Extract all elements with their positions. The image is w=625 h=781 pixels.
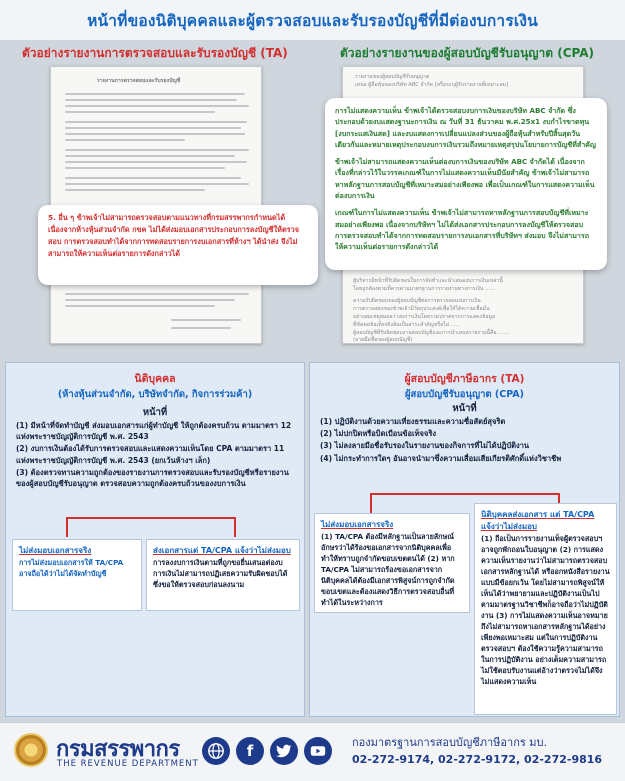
juristic-person-title: นิติบุคคล [134,373,176,385]
auditor-duties-heading: หน้าที่ [452,403,477,414]
auditor-box-documents-sent-title: นิติบุคคลส่งเอกสาร แต่ TA/CPA แจ้งว่าไม่ส่งมอบ [481,510,595,531]
auditor-panel [309,362,620,717]
juristic-box-documents-sent-body: การลงงบการเงินตามที่ถูกขอยื่นเสนอต่องบการเงินไม่สามารถปฏิเสธความรับผิดชอบได้ซึ่งขอให้ตรวจสอบก่อนลงนาม [153,558,288,589]
brand-name-english: THE REVENUE DEPARTMENT [57,759,199,769]
auditor-duty-4: (4) ไม่กระทำการใดๆ อันอาจนำมาซึ่งความเสื่อมเสียเกียรติศักดิ์แห่งวิชาชีพ [320,453,562,463]
cpa-doc-line-6: ที่ขัดต่อข้อเท็จจริงอันเป็นสาระสำคัญหรือไม่ ..... [353,322,460,328]
cpa-doc-line-1: ผู้บริหารมีหน้าที่รับผิดชอบในการจัดทำและนำเสนองบการเงินเหล่านี้ [353,278,503,284]
juristic-person-panel [5,362,305,717]
cpa-doc-line-2: โดยถูกต้องตามที่ควรตามมาตรฐานการรายงานทางการเงิน ...... [353,286,495,292]
juristic-box-documents-sent-title: ส่งเอกสารแต่ TA/CPA แจ้งว่าไม่ส่งมอบ [153,546,291,555]
juristic-box-no-documents-title: ไม่ส่งมอบเอกสารจริง [19,546,92,555]
facebook-icon[interactable]: f [236,737,264,765]
cpa-callout-paragraph-3: เกณฑ์ในการไม่แสดงความเห็น ข้าพเจ้าไม่สามารถหาหลักฐานการสอบบัญชีที่เหมาะสมอย่างเพียงพอ เนื่องจากบริษัทฯ ไม่ได้ส่งเอกสารประกอบการลงบัญชีให้ตรวจสอบ การตรวจสอบทำได้จากการทดสอบรายการงบเอกสารที่บริษัทฯ ส่งมอบ จึงไม่สามารถให้ความเห็นต่อรายการดังกล่าวได้ [335,208,590,252]
cpa-doc-line-4: การตรวจสอบของข้าพเจ้ามีวัตถุประสงค์เพื่อให้ได้ความเชื่อมั่น [353,306,490,312]
juristic-person-subtitle: (ห้างหุ้นส่วนจำกัด, บริษัทจำกัด, กิจการร่วมค้า) [57,389,253,400]
footer-department: กองมาตรฐานการสอบบัญชีภาษีอากร มบ. [352,736,548,749]
cpa-callout-paragraph-1: การไม่แสดงความเห็น ข้าพเจ้าได้ตรวจสอบงบการเงินของบริษัท ABC จำกัด ซึ่งประกอบด้วยงบแสดงฐานะการเงิน ณ วันที่ 31 ธันวาคม พ.ศ.25x1 งบกำไรขาดทุน [งบกระแสเงินสด] และงบแสดงการเปลี่ยนแปลงส่วนของผู้ถือหุ้นสำหรับปีสิ้นสุดวันเดียวกันและหมายเหตุประกอบงบการเงินรวมถึงหมายเหตุสรุปนโยบายการบัญชีที่สำคัญ [335,106,596,149]
page-title: หน้าที่ของนิติบุคคลและผู้ตรวจสอบและรับรองบัญชีที่มีต่องบการเงิน [87,11,538,30]
cpa-doc-line-3: ความรับผิดชอบของผู้สอบบัญชีต่อการตรวจสอบงบการเงิน [353,298,481,304]
cpa-example-heading: ตัวอย่างรายงานของผู้สอบบัญชีรับอนุญาต (CPA) [340,46,594,60]
auditor-box-documents-sent [474,503,617,715]
youtube-icon[interactable] [304,737,332,765]
twitter-icon[interactable] [270,737,298,765]
revenue-department-seal-logo [14,733,48,767]
juristic-duty-2: (2) งบการเงินต้องได้รับการตรวจสอบและแสดงความเห็นโดย CPA ตามมาตรา 11 แห่งพระราชบัญญัติการบัญชี พ.ศ. 2543 (ยกเว้นห้างฯ เล็ก) [16,444,285,465]
juristic-duty-1: (1) มีหน้าที่จัดทำบัญชี ส่งมอบเอกสารแก่ผู้ทำบัญชี ให้ถูกต้องครบถ้วน ตามมาตรา 12 แห่งพระราชบัญญัติการบัญชี พ.ศ. 2543 [16,421,292,442]
ta-example-heading: ตัวอย่างรายงานการตรวจสอบและรับรองบัญชี (TA) [22,46,288,60]
auditor-duty-1: (1) ปฏิบัติงานด้วยความเที่ยงธรรมและความซื่อสัตย์สุจริต [320,417,506,426]
auditor-duty-3: (3) ไม่ลงลายมือชื่อรับรองในรายงานของกิจการที่ไม่ได้ปฏิบัติงาน [320,441,530,451]
juristic-box-no-documents-body: การไม่ส่งมอบเอกสารให้ TA/CPA อาจถือได้ว่าไม่ได้จัดทำบัญชี [19,558,124,578]
cpa-disclaimer-callout [325,98,607,270]
cpa-callout-paragraph-2: ข้าพเจ้าไม่สามารถแสดงความเห็นต่องบการเงินของบริษัท ABC จำกัดได้ เนื่องจากเรื่องที่กล่าวไว้ในวรรคเกณฑ์ในการไม่แสดงความเห็นมีนัยสำคัญ ข้าพเจ้าไม่สามารถหาหลักฐานการสอบบัญชีที่เหมาะสมอย่างเพียงพอ เพื่อเป็นเกณฑ์ในการแสดงความเห็นต่องบการเงิน [335,157,595,201]
footer-phone-numbers: 02-272-9174, 02-272-9172, 02-272-9816 [352,753,603,766]
auditor-subtitle: ผู้สอบบัญชีรับอนุญาต (CPA) [404,389,524,400]
auditor-box-no-documents-title: ไม่ส่งมอบเอกสารจริง [321,520,394,529]
header-banner [0,0,625,40]
auditor-box-no-documents [314,513,470,613]
ta-callout-text: 5. อื่น ๆ ข้าพเจ้าไม่สามารถตรวจสอบตามแนวทางที่กรมสรรพากรกำหนดได้ เนื่องจากห้างหุ้นส่วนจำกัด กขค ไม่ได้ส่งมอบเอกสารประกอบการลงบัญชีให้ตรวจสอบ การตรวจสอบทำได้จากการทดสอบรายการงบเอกสารที่ห้างฯ ได้นำส่ง จึงไม่สามารถให้ความเห็นต่อรายการดังกล่าวได้ [48,213,299,258]
ta-other-matters-callout [38,205,318,285]
auditor-box-documents-sent-body: (1) ถือเป็นการรายงานเท็จผู้ตรวจสอบฯ อาจถูกพักถอนใบอนุญาต (2) การแสดงความเห็นรายงานว่าไม่สามารถตรวจสอบเอกสารหลักฐานได้ หรืออกหนังสือรายงานแบบมีข้อยกเว้น โดยไม่สามารถพิสูจน์ให้เห็นได้ว่าพยายามและปฏิบัติงานเป็นไปตามมาตรฐานวิชาชีพก็อาจถือว่าไม่ปฏิบัติงาน (3) การไม่แสดงความเห็นอาจหมายถึงไม่สามารถหาเอกสารหลักฐานได้อย่างเพียงพอเหมาะสม แต่ในการปฏิบัติงานตรวจสอบฯ ต้องใช้ความรู้ความสามารถ ในการปฏิบัติงาน อย่างเต็มความสามารถ ไม่ใช้ตอบรับงานแต่อ้างว่าตรวจไม่ได้จึงไม่แสดงความเห็น [481,534,610,686]
juristic-box-no-documents [12,539,142,611]
auditor-box-no-documents-body: (1) TA/CPA ต้องมีหลักฐานเป็นลายลักษณ์อักษรว่าได้ร้องขอเอกสารจากนิติบุคคลเพื่อทำให้ทราบถูกจำกัดขอบเขตตนได้ (2) หาก TA/CPA ไม่สามารถร้องขอเอกสารจากนิติบุคคลได้ต้องมีเอกสารพิสูจน์การถูกจำกัดขอบเขตและต้องแสดงวิธีการตรวจสอบอื่นที่ทำได้ในระหว่างการ [321,532,455,607]
ta-report-doc-title: รายงานการตรวจสอบและรับรองบัญชี [97,78,181,84]
auditor-title: ผู้สอบบัญชีภาษีอากร (TA) [404,373,525,385]
juristic-duties-heading: หน้าที่ [142,407,168,418]
cpa-doc-line-5: อย่างสมเหตุสมผลว่างบการเงินโดยรวมปราศจากการแสดงข้อมูล [353,314,496,320]
juristic-box-documents-sent [146,539,300,611]
footer [0,722,625,781]
brand-name-thai: กรมสรรพากร [56,737,180,762]
cpa-doc-header-line-2: เสนอ ผู้ถือหุ้นของบริษัท ABC จำกัด [หรือระบุผู้รับรายงานที่เหมาะสม] [355,82,509,88]
globe-icon[interactable] [202,737,230,765]
cpa-doc-line-7: ผู้สอบบัญชีที่รับผิดชอบงานสอบบัญชีและการนำเสนอรายงานนี้คือ ....... [353,330,510,336]
juristic-duty-3: (3) ต้องตรวจทานความถูกต้องของรายงานการตรวจสอบและรับรองบัญชีหรือรายงานของผู้สอบบัญชีรับอนุญาต ตรวจสอบความถูกต้องครบถ้วนของงบการเงิน [16,467,289,489]
auditor-duty-2: (2) ไม่ปกปิดหรือบิดเบือนข้อเท็จจริง [320,429,437,439]
cpa-doc-header-line-1: รายงานของผู้สอบบัญชีรับอนุญาต [355,74,430,80]
cpa-doc-line-8: (ลายมือชื่อของผู้สอบบัญชี) [353,337,413,343]
